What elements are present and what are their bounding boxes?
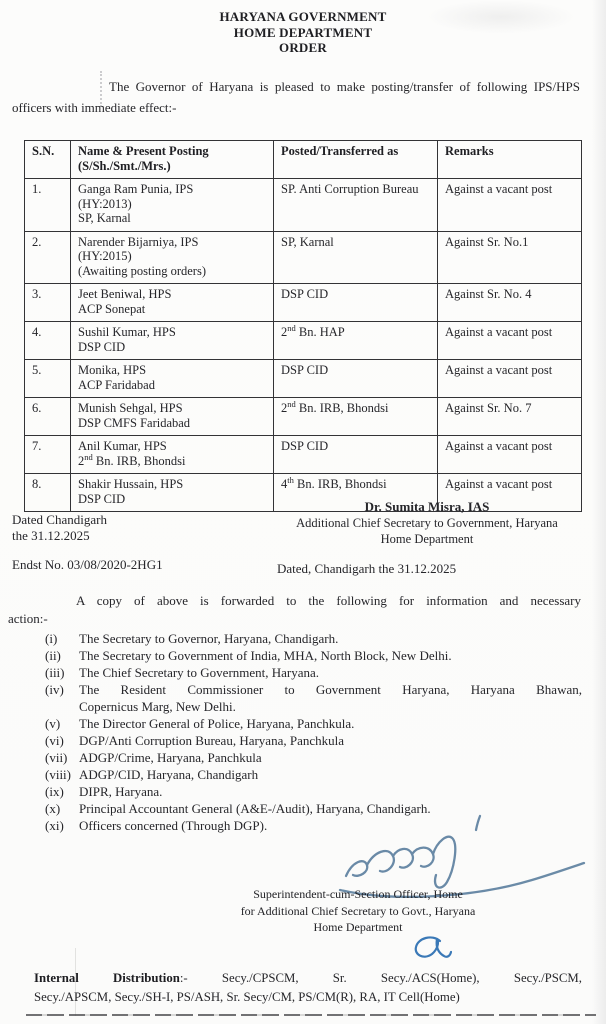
cell-serial-number: 3.: [25, 284, 71, 322]
cell-serial-number: 5.: [25, 360, 71, 398]
cell-posted-transferred-as: 2nd Bn. HAP: [274, 322, 438, 360]
cell-posted-transferred-as: 4th Bn. IRB, Bhondsi: [274, 474, 438, 512]
name-line: DSP CMFS Faridabad: [78, 415, 191, 430]
recipient-number: (ii): [45, 648, 61, 663]
text-line: action:-: [8, 611, 48, 626]
text-line: for Additional Chief Secretary to Govt., Haryana: [240, 903, 476, 918]
recipient-item: [45, 664, 582, 681]
name-line: (HY:2013): [78, 196, 132, 211]
recipient-text-line: The Director General of Police, Haryana, Panchkula.: [79, 716, 355, 731]
recipient-text: [79, 664, 582, 681]
table-row: [25, 284, 582, 322]
endst-number: Endst No. 03/08/2020-2HG1: [12, 557, 163, 572]
cell-remarks: Against a vacant post: [438, 436, 582, 474]
table-row: [25, 231, 582, 284]
cell-remarks: Against Sr. No. 4: [438, 284, 582, 322]
header-doc-type: ORDER: [279, 40, 327, 55]
col-header-sn: S.N.: [25, 141, 71, 179]
recipient-text: [79, 715, 582, 732]
text-line: the 31.12.2025: [12, 528, 90, 543]
cell-posted-transferred-as: SP. Anti Corruption Bureau: [274, 179, 438, 232]
recipient-text: [79, 647, 582, 664]
recipient-text-line: Officers concerned (Through DGP).: [79, 818, 268, 833]
text-line: A copy of above is forwarded to the following for information and necessary: [76, 593, 581, 608]
forwarding-paragraph: [8, 592, 581, 628]
cell-remarks: Against a vacant post: [438, 179, 582, 232]
name-line: SP, Karnal: [78, 211, 131, 225]
cell-posted-transferred-as: DSP CID: [274, 436, 438, 474]
recipient-number: (vi): [45, 733, 64, 748]
table-row: [25, 398, 582, 436]
internal-distribution-line2: Secy./APSCM, Secy./SH-I, PS/ASH, Sr. Secy/CM, PS/CM(R), RA, IT Cell(Home): [34, 990, 460, 1004]
name-line: (HY:2015): [78, 249, 132, 263]
recipient-text: [79, 749, 582, 766]
table-row: [25, 322, 582, 360]
recipient-text-line: Copernicus Marg, New Delhi.: [79, 699, 236, 714]
recipient-number: (iv): [45, 682, 64, 697]
recipient-text-line: ADGP/Crime, Haryana, Panchkula: [79, 750, 262, 765]
cell-serial-number: 8.: [25, 474, 71, 512]
col-header-name-line1: Name & Present Posting: [78, 144, 209, 158]
recipient-number: (vii): [45, 750, 68, 765]
internal-distribution-line1: [34, 969, 582, 988]
cell-serial-number: 6.: [25, 398, 71, 436]
recipient-text: [79, 732, 582, 749]
recipient-item: [45, 783, 582, 800]
internal-distribution-rest: :- Secy./CPSCM, Sr. Secy./ACS(Home), Secy./PSCM,: [179, 971, 582, 985]
header-org: HARYANA GOVERNMENT: [219, 9, 387, 24]
col-header-name: [71, 141, 274, 179]
internal-distribution: [34, 969, 582, 1007]
text-line: The Governor of Haryana is pleased to make posting/transfer of following IPS/HPS: [109, 79, 580, 94]
page-bottom-scanline: [26, 1014, 596, 1016]
internal-distribution-label: Internal Distribution: [34, 971, 180, 985]
posting-table: [24, 140, 582, 512]
recipient-number: (iii): [45, 665, 65, 680]
cell-name-present-posting: [71, 360, 274, 398]
recipient-text: [79, 681, 582, 715]
text-line: officers with immediate effect:-: [12, 100, 177, 115]
text-line: Home Department: [313, 920, 403, 934]
signing-officer-block: [264, 499, 590, 547]
recipient-text: [79, 783, 582, 800]
name-line: Monika, HPS: [78, 363, 147, 377]
initials-mark: [408, 933, 452, 961]
col-header-name-line2: (S/Sh./Smt./Mrs.): [78, 158, 171, 173]
cell-serial-number: 1.: [25, 179, 71, 232]
recipient-text: [79, 630, 582, 647]
name-line: Narender Bijarniya, IPS: [78, 234, 199, 249]
name-line: (Awaiting posting orders): [78, 263, 206, 278]
header-department: HOME DEPARTMENT: [233, 24, 373, 40]
cell-name-present-posting: [71, 398, 274, 436]
text-line: Superintendent-cum-Section Officer, Home: [253, 887, 463, 901]
cell-remarks: Against a vacant post: [438, 322, 582, 360]
name-line: ACP Faridabad: [78, 377, 155, 392]
cell-remarks: Against a vacant post: [438, 474, 582, 512]
text-line: Additional Chief Secretary to Government, Haryana: [296, 516, 558, 530]
table-row: [25, 360, 582, 398]
name-line: ACP Sonepat: [78, 301, 146, 316]
recipient-text-line: ADGP/CID, Haryana, Chandigarh: [79, 767, 259, 782]
recipient-number: (ix): [45, 784, 64, 799]
intro-paragraph: [12, 76, 580, 118]
name-line: Ganga Ram Punia, IPS: [78, 182, 194, 196]
cell-posted-transferred-as: SP, Karnal: [274, 231, 438, 284]
name-line: 2nd Bn. IRB, Bhondsi: [78, 451, 186, 468]
cell-name-present-posting: [71, 179, 274, 232]
text-line: Dr. Sumita Misra, IAS: [364, 499, 490, 514]
cell-name-present-posting: [71, 284, 274, 322]
recipient-text-line: Principal Accountant General (A&E-/Audit), Haryana, Chandigarh.: [79, 801, 431, 816]
cell-serial-number: 2.: [25, 231, 71, 284]
name-line: DSP CID: [78, 339, 126, 354]
recipient-text-line: The Resident Commissioner to Government Haryana, Haryana Bhawan,: [79, 682, 582, 697]
name-line: Anil Kumar, HPS: [78, 439, 167, 453]
recipient-item: [45, 766, 582, 783]
signatory-designation-block: [230, 886, 486, 936]
recipient-item: [45, 749, 582, 766]
dated-place-block: [12, 512, 107, 544]
recipient-text-line: The Chief Secretary to Government, Haryana.: [79, 665, 320, 680]
col-header-remarks: Remarks: [438, 141, 582, 179]
recipient-item: [45, 630, 582, 647]
table-header-row: [25, 141, 582, 179]
recipient-text-line: DIPR, Haryana.: [79, 784, 163, 799]
col-header-posted: Posted/Transferred as: [274, 141, 438, 179]
cell-serial-number: 4.: [25, 322, 71, 360]
cell-name-present-posting: [71, 474, 274, 512]
recipient-text-line: The Secretary to Governor, Haryana, Chandigarh.: [79, 631, 339, 646]
recipient-number: (viii): [45, 767, 71, 782]
recipient-number: (i): [45, 631, 58, 646]
document-header: [0, 9, 606, 56]
recipient-number: (x): [45, 801, 61, 816]
table-row: [25, 179, 582, 232]
recipient-list: [45, 630, 582, 834]
cell-remarks: Against Sr. No.1: [438, 231, 582, 284]
cell-posted-transferred-as: 2nd Bn. IRB, Bhondsi: [274, 398, 438, 436]
recipient-item: [45, 715, 582, 732]
name-line: Shakir Hussain, HPS: [78, 477, 184, 491]
recipient-item: [45, 732, 582, 749]
name-line: DSP CID: [78, 491, 126, 506]
recipient-text: [79, 766, 582, 783]
cell-posted-transferred-as: DSP CID: [274, 284, 438, 322]
name-line: Sushil Kumar, HPS: [78, 325, 176, 339]
recipient-number: (xi): [45, 818, 64, 833]
cell-name-present-posting: [71, 231, 274, 284]
endst-date: Dated, Chandigarh the 31.12.2025: [277, 561, 457, 576]
cell-serial-number: 7.: [25, 436, 71, 474]
name-line: Munish Sehgal, HPS: [78, 401, 183, 415]
cell-name-present-posting: [71, 322, 274, 360]
name-line: Jeet Beniwal, HPS: [78, 287, 172, 301]
cell-posted-transferred-as: DSP CID: [274, 360, 438, 398]
text-line: Dated Chandigarh: [12, 512, 107, 527]
recipient-item: [45, 681, 582, 715]
text-line: Home Department: [380, 532, 474, 546]
table-row: [25, 436, 582, 474]
recipient-text-line: DGP/Anti Corruption Bureau, Haryana, Panchkula: [79, 733, 345, 748]
cell-name-present-posting: [71, 436, 274, 474]
scan-edge-shade: [592, 0, 606, 1024]
cell-remarks: Against Sr. No. 7: [438, 398, 582, 436]
recipient-item: [45, 647, 582, 664]
cell-remarks: Against a vacant post: [438, 360, 582, 398]
recipient-text-line: The Secretary to Government of India, MHA, North Block, New Delhi.: [79, 648, 452, 663]
recipient-number: (v): [45, 716, 61, 731]
